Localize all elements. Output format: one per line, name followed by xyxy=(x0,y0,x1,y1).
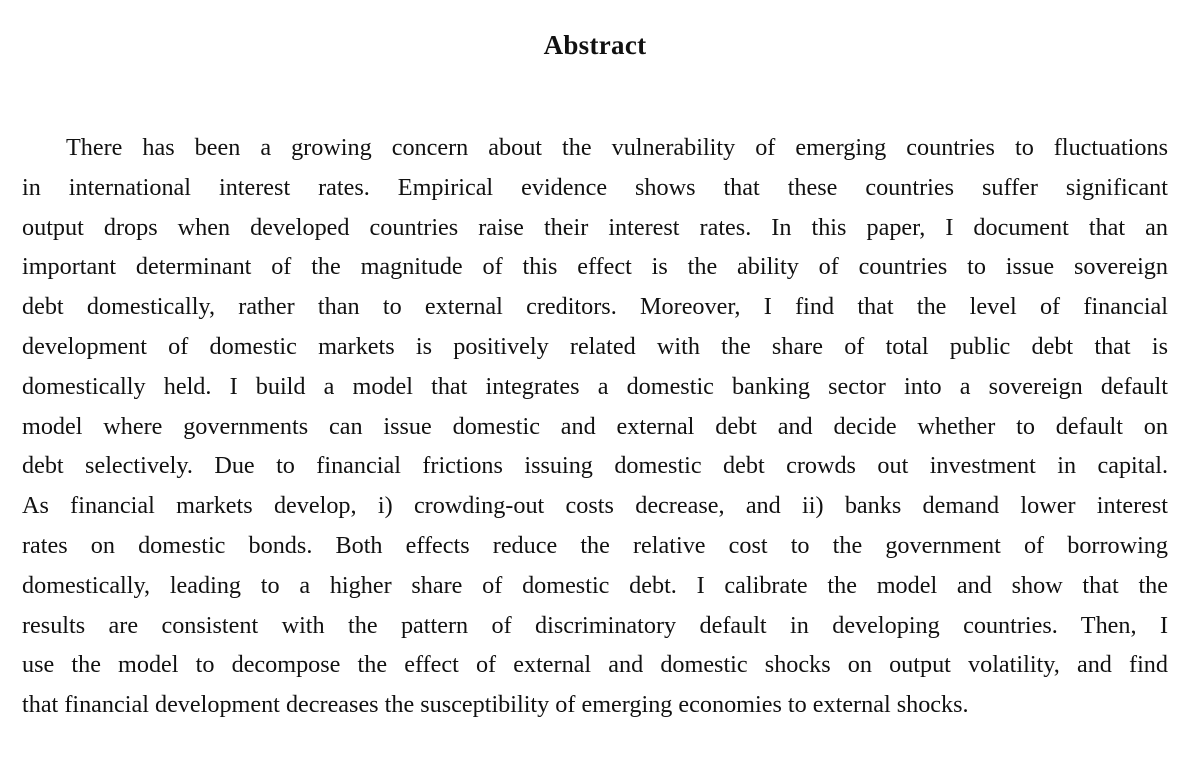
abstract-line: in international interest rates. Empirical evidence shows that these countries suffer significant xyxy=(22,173,1168,201)
abstract-line: results are consistent with the pattern of discriminatory default in developing countries. Then, I xyxy=(22,611,1168,639)
abstract-line: use the model to decompose the effect of external and domestic shocks on output volatility, and find xyxy=(22,651,1168,679)
abstract-line: rates on domestic bonds. Both effects reduce the relative cost to the government of borrowing xyxy=(22,531,1168,559)
abstract-line: There has been a growing concern about the vulnerability of emerging countries to fluctuations xyxy=(66,134,1168,161)
abstract-heading: Abstract xyxy=(543,30,647,60)
abstract-line: development of domestic markets is positively related with the share of total public debt that is xyxy=(22,332,1168,360)
abstract-line: domestically held. I build a model that integrates a domestic banking sector into a sovereign default xyxy=(22,372,1168,400)
abstract-line: As financial markets develop, i) crowding-out costs decrease, and ii) banks demand lower interest xyxy=(22,492,1168,520)
abstract-body xyxy=(22,128,1168,725)
abstract-line: model where governments can issue domestic and external debt and decide whether to default on xyxy=(22,412,1168,440)
abstract-line: debt selectively. Due to financial frictions issuing domestic debt crowds out investment in capital. xyxy=(22,452,1168,480)
abstract-line: output drops when developed countries raise their interest rates. In this paper, I document that an xyxy=(22,213,1168,241)
abstract-line: important determinant of the magnitude of this effect is the ability of countries to issue sovereign xyxy=(22,253,1168,281)
abstract-line: that financial development decreases the susceptibility of emerging economies to external shocks. xyxy=(22,691,969,719)
abstract-line: debt domestically, rather than to external creditors. Moreover, I find that the level of financial xyxy=(22,293,1168,321)
abstract-line: domestically, leading to a higher share of domestic debt. I calibrate the model and show that the xyxy=(22,571,1168,599)
